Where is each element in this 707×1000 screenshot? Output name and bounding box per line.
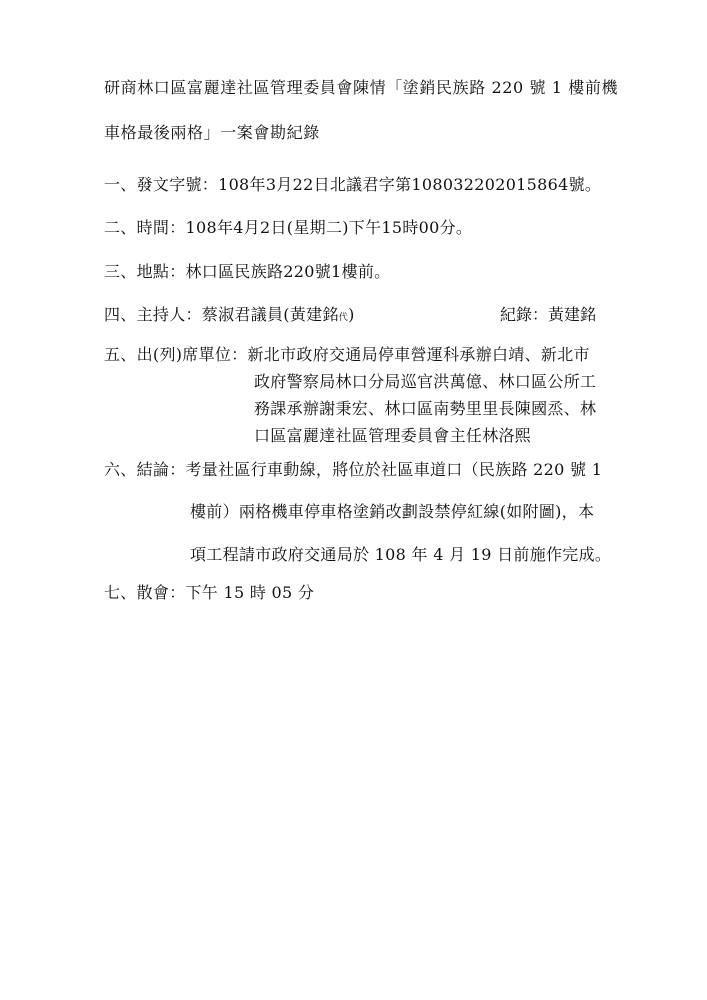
item-host bbox=[104, 305, 355, 328]
item-adjourn: 七、散會：下午 15 時 05 分 bbox=[104, 583, 315, 602]
attendees-line-3: 務課承辦謝秉宏、林口區南勢里里長陳國烝、林 bbox=[254, 399, 597, 418]
item-attendees bbox=[104, 345, 590, 365]
item-document-number: 一、發文字號：108年3月22日北議君字第108032202015864號。 bbox=[104, 175, 602, 194]
host-text: 四、主持人：蔡淑君議員(黃建銘 bbox=[104, 305, 339, 324]
attendees-line-1: 新北市政府交通局停車營運科承辦白靖、新北市 bbox=[247, 345, 590, 364]
host-close-paren: ) bbox=[348, 305, 355, 324]
host-proxy-mark: 代 bbox=[338, 313, 349, 323]
item-recorder: 紀錄：黃建銘 bbox=[500, 305, 597, 324]
attendees-line-2: 政府警察局林口分局巡官洪萬億、林口區公所工 bbox=[254, 372, 597, 391]
document-title-line-2: 車格最後兩格」一案會勘紀錄 bbox=[104, 123, 320, 142]
item-time: 二、時間：108年4月2日(星期二)下午15時00分。 bbox=[104, 218, 473, 237]
attendees-label: 五、出(列)席單位： bbox=[104, 345, 248, 364]
conclusion-line-2: 樓前）兩格機車停車格塗銷改劃設禁停紅線(如附圖)，本 bbox=[190, 502, 595, 521]
attendees-line-4: 口區富麗達社區管理委員會主任林洛熙 bbox=[254, 426, 532, 445]
conclusion-line-3: 項工程請市政府交通局於 108 年 4 月 19 日前施作完成。 bbox=[190, 545, 612, 564]
item-location: 三、地點：林口區民族路220號1樓前。 bbox=[104, 262, 391, 281]
conclusion-line-1: 六、結論：考量社區行車動線，將位於社區車道口（民族路 220 號 1 bbox=[104, 460, 603, 479]
document-title-line-1: 研商林口區富麗達社區管理委員會陳情「塗銷民族路 220 號 1 樓前機 bbox=[104, 78, 619, 97]
